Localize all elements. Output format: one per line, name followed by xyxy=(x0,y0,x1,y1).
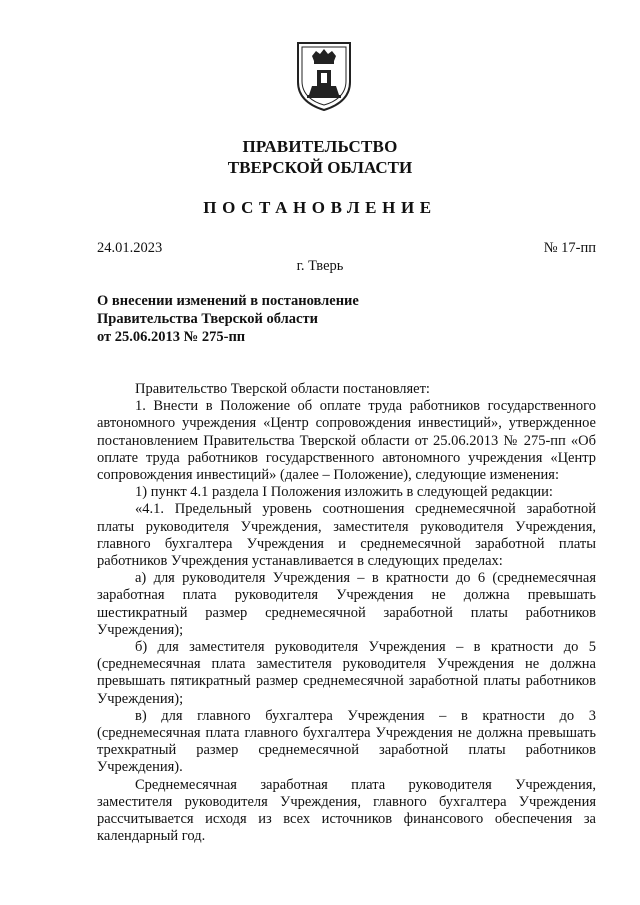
subject-line: от 25.06.2013 № 275-пп xyxy=(97,329,246,345)
body-paragraph: «4.1. Предельный уровень соотношения среднемесячной заработной платы руководителя Учреждения, заместителя руководителя Учреждения, главного бухгалтера Учреждения и среднемесячной заработной платы работников Учреждения устанавливается в следующих пределах: xyxy=(97,501,596,570)
document-date: 24.01.2023 xyxy=(97,240,163,256)
region-title: ТВЕРСКОЙ ОБЛАСТИ xyxy=(227,158,413,177)
body-paragraph: Среднемесячная заработная плата руководителя Учреждения, заместителя руководителя Учреждения, главного бухгалтера Учреждения рассчитывается исходя из всех источников финансового обеспечения за календарный год. xyxy=(97,776,596,845)
document-number: № 17-пп xyxy=(543,240,596,256)
document-subject xyxy=(97,292,359,346)
body-paragraph: а) для руководителя Учреждения – в кратности до 6 (среднемесячная заработная плата руководителя Учреждения не должна превышать шестикратный размер среднемесячной заработной платы работников Учреждения); xyxy=(97,570,596,638)
body-paragraph: в) для главного бухгалтера Учреждения – в кратности до 3 (среднемесячная плата главного бухгалтера Учреждения не должна превышать трехкратный размер среднемесячной заработной платы работников Учреждения). xyxy=(97,707,596,776)
document-type: ПОСТАНОВЛЕНИЕ xyxy=(203,198,437,217)
body-paragraph: 1. Внести в Положение об оплате труда работников государственного автономного учреждения «Центр сопровождения инвестиций», утвержденное постановлением Правительства Тверской области от 25.06.2013 № 275-пп «Об оплате труда работников государственного автономного учреждения «Центр сопровождения инвестиций» (далее – Положение), следующие изменения: xyxy=(97,398,596,484)
body-paragraph: б) для заместителя руководителя Учреждения – в кратности до 5 (среднемесячная плата заместителя руководителя Учреждения не должна превышать пятикратный размер среднемесячной заработной платы работников Учреждения); xyxy=(97,639,596,707)
body-paragraph: 1) пункт 4.1 раздела I Положения изложить в следующей редакции: xyxy=(135,484,553,501)
government-title: ПРАВИТЕЛЬСТВО xyxy=(242,137,398,156)
subject-line: О внесении изменений в постановление xyxy=(97,293,359,309)
subject-line: Правительства Тверской области xyxy=(97,311,318,327)
preamble-paragraph: Правительство Тверской области постановляет: xyxy=(135,381,430,397)
coat-of-arms-icon xyxy=(295,40,353,112)
document-body xyxy=(97,381,596,845)
document-city: г. Тверь xyxy=(296,258,344,274)
